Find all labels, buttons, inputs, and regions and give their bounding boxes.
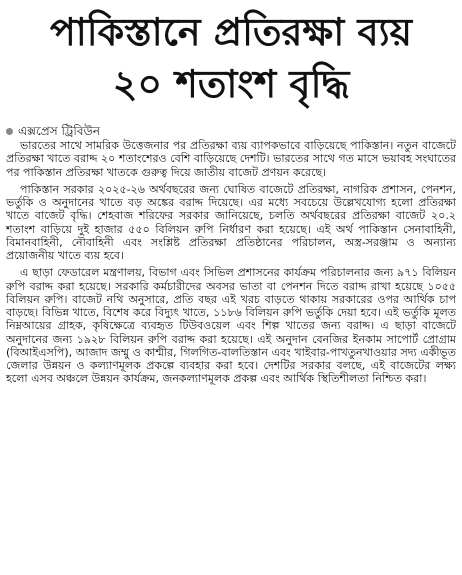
headline-line-2: ২০ শতাংশ বৃদ্ধি [112, 62, 350, 106]
paragraph-3: এ ছাড়া ফেডারেল মন্ত্রণালয়, বিভাগ এবং সিভিল প্রশাসনের কার্যক্রম পরিচালনার জন্য ৯৭১ বিলিয়ন রুপি বরাদ্দ করা হয়েছে। সরকারি কর্মচারীদের অবসর ভাতা বা পেনশন দিতে বরাদ্দ রাখা হয়েছে ১০৫৫ বিলিয়ন রুপি। বাজেট নথি অনুসারে, প্রতি বছর এই খরচ বাড়তে থাকায় সরকারের ওপর আর্থিক চাপ বাড়ছে। বিভিন্ন খাতে, বিশেষ করে বিদ্যুৎ খাতে, ১১৮৬ বিলিয়ন রুপি ভর্তুকি দেয়া হবে। এই ভর্তুকি মূলত নিম্নআয়ের গ্রাহক, কৃষিক্ষেত্রে ব্যবহৃত টিউবওয়েল এবং শিল্প খাতের জন্য বরাদ্দ। এ ছাড়া বাজেটে অনুদানের জন্য ১৯২৮ বিলিয়ন রুপি বরাদ্দ করা হয়েছে। এই অনুদান বেনজির ইনকাম সাপোর্ট প্রোগ্রাম (বিআইএসপি), আজাদ জম্মু ও কাশ্মীর, গিলগিত-বালতিস্তান এবং খাইবার-পাখতুনখাওয়ার সদ্য একীভূত জেলার উন্নয়ন ও কল্যাণমূলক প্রকল্পে ব্যবহার করা হবে। দেশটির সরকার বলছে, এই বাজেটের লক্ষ্য হলো এসব অঞ্চলে উন্নয়ন কার্যক্রম, জনকল্যাণমূলক প্রকল্প এবং আর্থিক স্থিতিশীলতা নিশ্চিত করা। [6, 266, 456, 386]
headline-line-1: পাকিস্তানে প্রতিরক্ষা ব্যয় [49, 10, 413, 54]
paragraph-2: পাকিস্তান সরকার ২০২৫-২৬ অর্থবছরের জন্য ঘোষিত বাজেটে প্রতিরক্ষা, নাগরিক প্রশাসন, পেনশন, ভর্তুকি ও অনুদানের খাতে বড় অঙ্কের বরাদ্দ দিয়েছে। এর মধ্যে সবচেয়ে উল্লেখযোগ্য হলো প্রতিরক্ষা খাতে বাজেট বৃদ্ধি। শেহবাজ শরিফের সরকার জানিয়েছে, চলতি অর্থবছরের প্রতিরক্ষা বাজেট ২০.২ শতাংশ বাড়িয়ে দুই হাজার ৫৫০ বিলিয়ন রুপি নির্ধারণ করা হয়েছে। এই অর্থ পাকিস্তান সেনাবাহিনী, বিমানবাহিনী, নৌবাহিনী এবং সংশ্লিষ্ট প্রতিরক্ষা প্রতিষ্ঠানের পরিচালন, অস্ত্র-সরঞ্জাম ও অন্যান্য প্রয়োজনীয় খাতে ব্যয় হবে। [6, 182, 456, 262]
paragraph-1: ভারতের সাথে সামরিক উত্তেজনার পর প্রতিরক্ষা ব্যয় ব্যাপকভাবে বাড়িয়েছে পাকিস্তান। নতুন বাজেটে প্রতিরক্ষা খাতে বরাদ্দ ২০ শতাংশেরও বেশি বাড়িয়েছে দেশটি। ভারতের সাথে গত মাসে ভয়াবহ সংঘাতের পর পাকিস্তান প্রতিরক্ষা খাতকে গুরুত্ব দিয়ে জাতীয় বাজেট প্রণয়ন করেছে। [6, 139, 456, 179]
byline-source: এক্সপ্রেস ট্রিবিউন [18, 124, 101, 138]
headline [0, 6, 462, 110]
bullet-icon [6, 128, 13, 135]
article-body [6, 139, 456, 386]
byline [6, 124, 100, 138]
